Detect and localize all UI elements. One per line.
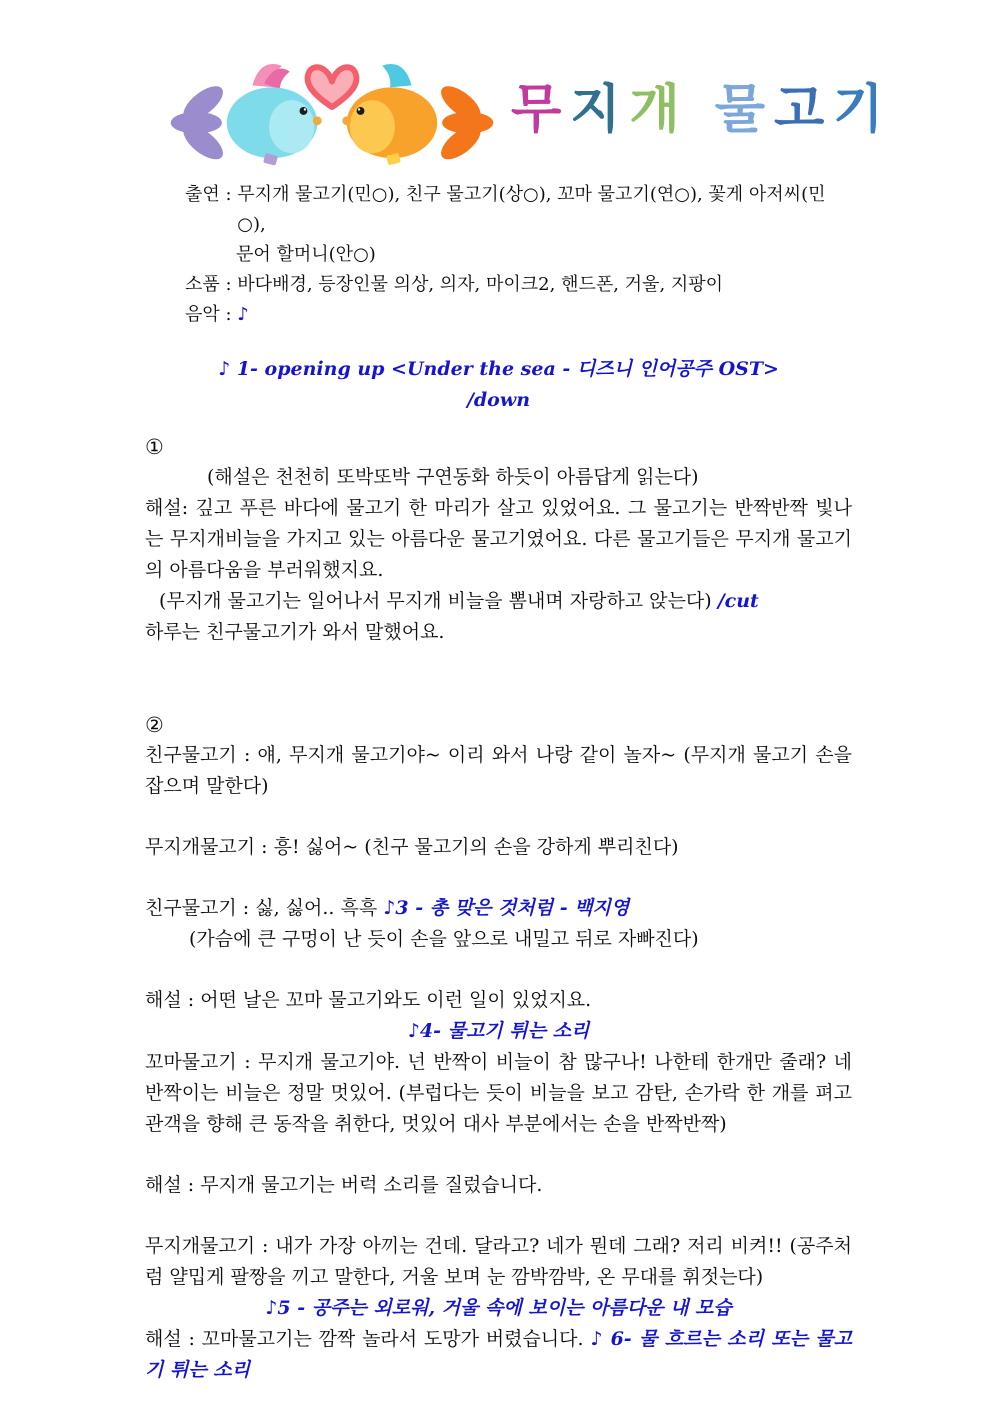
title-char: 물 (714, 78, 765, 140)
cast-line2: 문어 할머니(안○) (236, 244, 376, 265)
narrator-line3: 해설 : 무지개 물고기는 버럭 소리를 질렀습니다. (145, 1174, 543, 1196)
music-label: 음악 : (185, 304, 238, 325)
music-cue-6: ♪ 6- 물 흐르는 소리 또는 물고기 튀는 소리 (145, 1328, 852, 1381)
scene2-number: ② (145, 713, 164, 737)
title-char: 무 (511, 78, 562, 140)
heart-icon (308, 67, 357, 107)
title-char: 개 (629, 78, 680, 140)
props-text: 바다배경, 등장인물 의상, 의자, 마이크2, 핸드폰, 거울, 지팡이 (237, 274, 724, 295)
music-cue-1-line1: ♪ 1- opening up <Under the sea - 디즈니 인어공주 OST> (218, 358, 779, 380)
scene1-direction2 (145, 586, 852, 617)
rainbow-fish-line2: 무지개물고기 : 내가 가장 아끼는 건데. 달라고? 네가 뭔데 그래? 저리 비켜!! (공주처럼 얄밉게 팔짱을 끼고 말한다, 거울 보며 눈 깜박깜박, 온 무대를 휘젓는다) (145, 1235, 852, 1288)
friend-fish-line2 (145, 893, 852, 924)
music-cue-1 (145, 354, 852, 416)
title-char: 지 (570, 78, 621, 140)
props-row (185, 270, 852, 300)
music-cue-3: ♪3 - 총 맞은 것처럼 - 백지영 (383, 897, 630, 919)
page-title (511, 78, 892, 140)
title-char: 기 (833, 78, 884, 140)
cut-cue: /cut (717, 590, 759, 612)
narrator-line4-text: 해설 : 꼬마물고기는 깜짝 놀라서 도망가 버렸습니다. (145, 1328, 591, 1350)
scene1-number: ① (145, 435, 164, 459)
friend-fish-line2-text: 친구물고기 : 싫, 싫어.. 흑흑 (145, 897, 384, 919)
cast-block (185, 180, 852, 330)
cast-line1: 무지개 물고기(민○), 친구 물고기(상○), 꼬마 물고기(연○), 꽃게 아저씨(민○), (237, 184, 826, 235)
narrator-line2: 해설 : 어떤 날은 꼬마 물고기와도 이런 일이 있었지요. (145, 989, 592, 1011)
music-cue-1-line2: /down (466, 389, 531, 411)
music-row (185, 300, 852, 330)
music-cue-4: ♪4- 물고기 튀는 소리 (407, 1020, 590, 1042)
cast-row-wrap (236, 240, 852, 270)
left-fish (171, 64, 322, 166)
cast-label: 출연 : (185, 184, 238, 205)
little-fish-line: 꼬마물고기 : 무지개 물고기야. 넌 반짝이 비늘이 참 많구나! 나한테 한개만 줄래? 네 반짝이는 비늘은 정말 멋있어. (부럽다는 듯이 비늘을 보고 감탄, 손가락 한 개를 펴고 관객을 향해 큰 동작을 취한다, 멋있어 대사 부분에서는 손을 반짝반짝) (145, 1051, 852, 1135)
kissing-fish-logo (167, 50, 497, 168)
narrator-line4 (145, 1324, 852, 1386)
music-cue-5: ♪5 - 공주는 외로워, 거울 속에 보이는 아름다운 내 모습 (265, 1297, 732, 1319)
scene1-narration2: 하루는 친구물고기가 와서 말했어요. (145, 621, 445, 643)
music-note-icon: ♪ (237, 304, 249, 325)
scene1-stage-direction: (해설은 천천히 또박또박 구연동화 하듯이 아름답게 읽는다) (207, 466, 699, 488)
cast-row (185, 180, 852, 240)
scene1-narration: 해설: 깊고 푸른 바다에 물고기 한 마리가 살고 있었어요. 그 물고기는 반짝반짝 빛나는 무지개비늘을 가지고 있는 아름다운 물고기였어요. 다른 물고기들은 무지개 물고기의 아름다움을 부러워했지요. (145, 497, 852, 581)
right-fish (342, 64, 493, 166)
friend-fish-line1: 친구물고기 : 얘, 무지개 물고기야~ 이리 와서 나랑 같이 놀자~ (무지개 물고기 손을 잡으며 말한다) (145, 744, 852, 797)
friend-fish-direction: (가슴에 큰 구멍이 난 듯이 손을 앞으로 내밀고 뒤로 자빠진다) (189, 928, 699, 950)
title-char: 고 (773, 78, 825, 140)
header (167, 50, 884, 168)
scene1-direction2-text: (무지개 물고기는 일어나서 무지개 비늘을 뽐내며 자랑하고 앉는다) (159, 590, 718, 612)
props-label: 소품 : (185, 274, 238, 295)
rainbow-fish-line1: 무지개물고기 : 흥! 싫어~ (친구 물고기의 손을 강하게 뿌리친다) (145, 836, 679, 858)
